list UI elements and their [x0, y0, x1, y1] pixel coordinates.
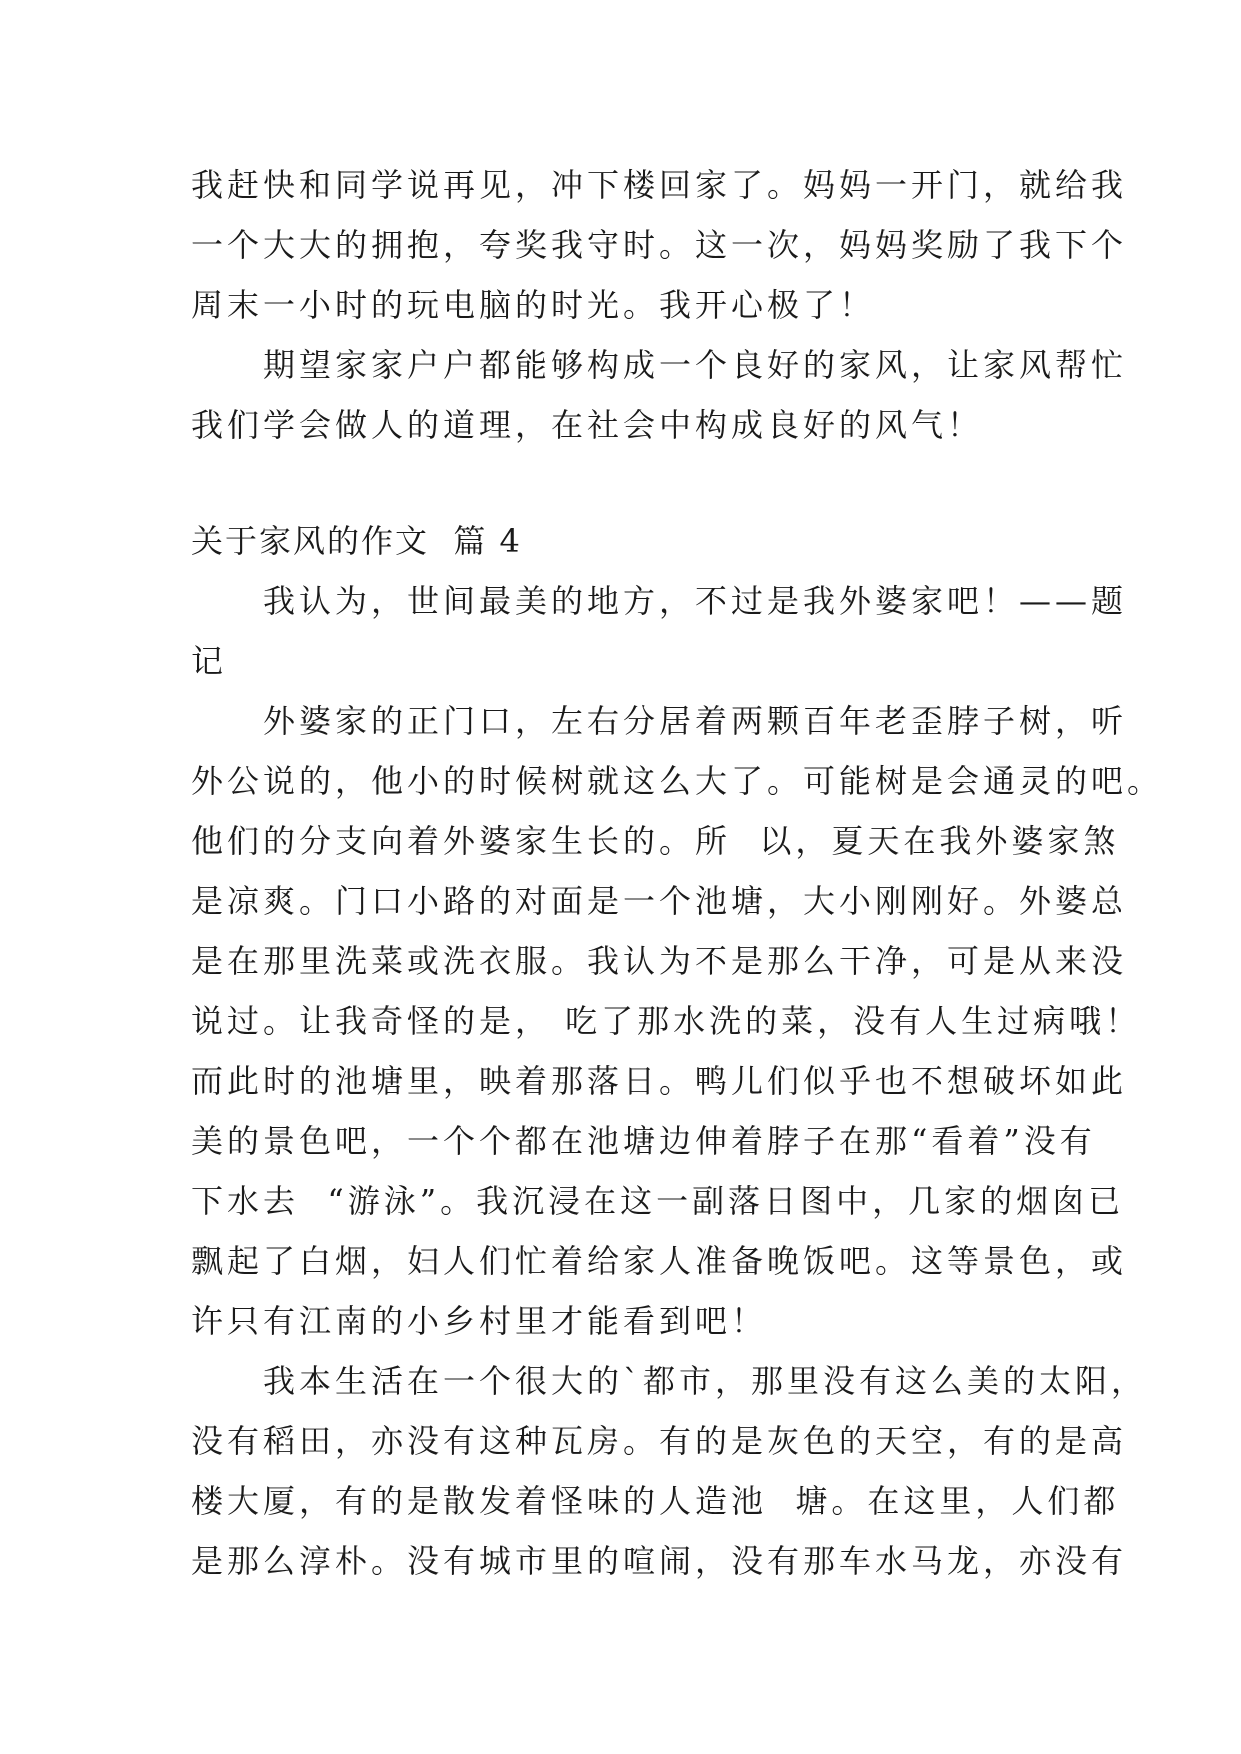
text-line: 周末一小时的玩电脑的时光。我开心极了！: [191, 286, 876, 324]
section-heading: 关于家风的作文 篇 4: [191, 522, 522, 560]
text-line: 下水去 “游泳”。我沉浸在这一副落日图中，几家的烟囱已: [191, 1182, 1125, 1220]
text-line: 许只有江南的小乡村里才能看到吧！: [191, 1302, 768, 1340]
text-line: 一个大大的拥抱，夸奖我守时。这一次，妈妈奖励了我下个: [191, 226, 1128, 264]
text-line: 说过。让我奇怪的是， 吃了那水洗的菜，没有人生过病哦！: [191, 1002, 1142, 1040]
text-line: 我们学会做人的道理，在社会中构成良好的风气！: [191, 406, 984, 444]
text-line: 我本生活在一个很大的`都市，那里没有这么美的太阳，: [191, 1362, 1148, 1400]
text-line: 记: [191, 642, 228, 680]
text-line: 外婆家的正门口，左右分居着两颗百年老歪脖子树，听: [191, 702, 1128, 740]
text-line: 飘起了白烟，妇人们忙着给家人准备晚饭吧。这等景色，或: [191, 1242, 1128, 1280]
text-line: 没有稻田，亦没有这种瓦房。有的是灰色的天空，有的是高: [191, 1422, 1128, 1460]
text-line: 他们的分支向着外婆家生长的。所 以，夏天在我外婆家煞: [191, 822, 1120, 860]
text-line: 我赶快和同学说再见，冲下楼回家了。妈妈一开门，就给我: [191, 166, 1128, 204]
text-line: 是那么淳朴。没有城市里的喧闹，没有那车水马龙，亦没有: [191, 1542, 1128, 1580]
text-line: 楼大厦，有的是散发着怪味的人造池 塘。在这里，人们都: [191, 1482, 1120, 1520]
text-line: 是凉爽。门口小路的对面是一个池塘，大小刚刚好。外婆总: [191, 882, 1128, 920]
text-line: 期望家家户户都能够构成一个良好的家风，让家风帮忙: [191, 346, 1128, 384]
text-line: 美的景色吧，一个个都在池塘边伸着脖子在那“看着”没有: [191, 1122, 1096, 1160]
text-line: 是在那里洗菜或洗衣服。我认为不是那么干净，可是从来没: [191, 942, 1128, 980]
document-body: [191, 155, 1164, 1591]
text-line: 外公说的，他小的时候树就这么大了。可能树是会通灵的吧。: [191, 762, 1164, 800]
text-line: 而此时的池塘里，映着那落日。鸭儿们似乎也不想破坏如此: [191, 1062, 1128, 1100]
section-gap: [191, 455, 1061, 511]
text-line: 我认为，世间最美的地方，不过是我外婆家吧！——题: [191, 582, 1128, 620]
